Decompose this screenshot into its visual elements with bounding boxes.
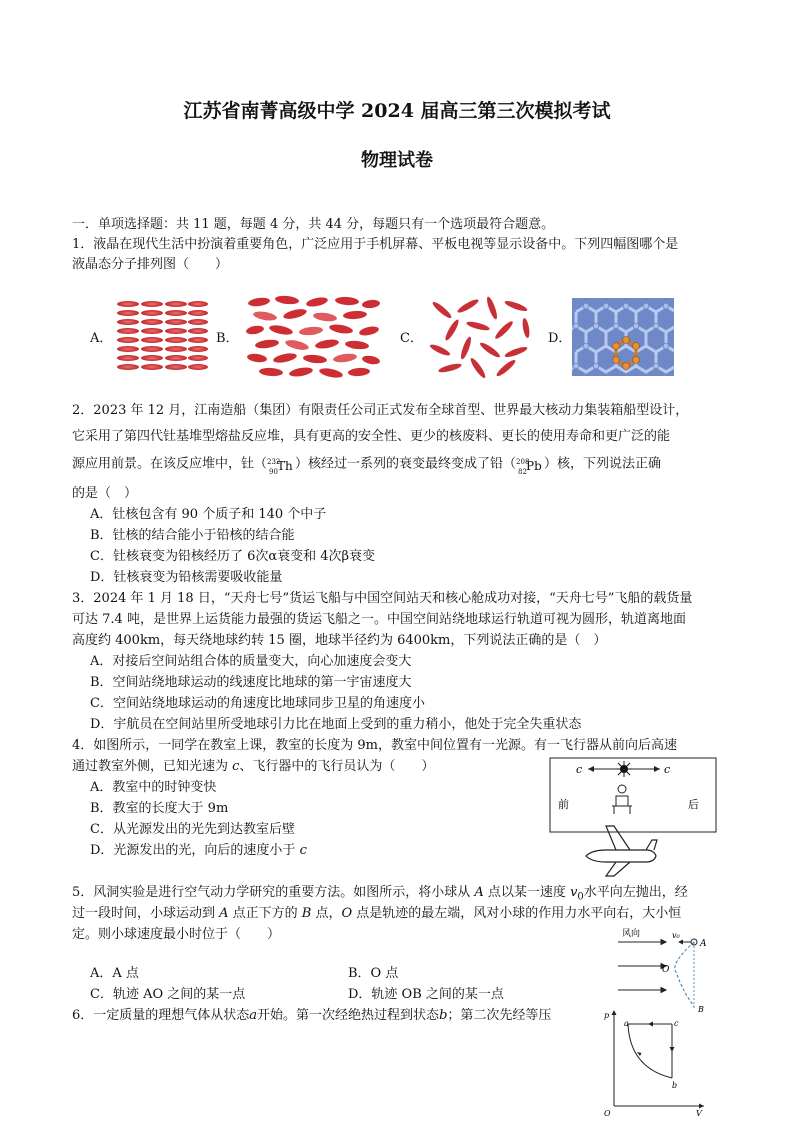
q1-label-b: B． [216, 331, 239, 346]
q4-fig-front: 前 [558, 798, 569, 811]
q6-state-b: b [439, 1008, 448, 1023]
q1-label-c: C． [400, 331, 423, 346]
q5-line1-text-b: 点以某一速度 [483, 885, 571, 900]
q4-line2-text-b: 、飞行器中的飞行员认为（ ） [239, 759, 435, 774]
q4-option-d-c: c [299, 843, 307, 858]
q5-line2-text-a: 过一段时间，小球运动到 [72, 906, 220, 921]
q6-state-a: a [249, 1008, 258, 1023]
q5-fig-v0: v₀ [672, 931, 680, 940]
q6-fig-b: b [672, 1081, 678, 1090]
q1-image-a [114, 298, 210, 378]
section-intro: 一．单项选择题：共 11 题，每题 4 分，共 44 分，每题只有一个选项最符合题意。 [72, 217, 555, 232]
q2-line2: 它采用了第四代钍基堆型熔盐反应堆，具有更高的安全性、更少的核废料、更长的使用寿命和更广泛的能 [72, 429, 671, 444]
q2-line3-text-b: ）核经过一系列的衰变最终变成了铅（ [295, 456, 517, 472]
q6-fig-a: a [624, 1019, 629, 1028]
q5-option-b[interactable]: B．O 点 [348, 966, 399, 981]
exam-subtitle: 物理试卷 [361, 150, 433, 171]
q5-point-b: B [301, 906, 312, 921]
q5-line2-text-b: 点正下方的 [228, 906, 302, 921]
q5-point-o: O [341, 906, 353, 921]
q5-fig-wind: 风向 [622, 929, 641, 939]
q6-pv-figure [600, 1008, 710, 1120]
q4-fig-c-right: c [664, 763, 671, 776]
q2-line4: 的是（ ） [72, 486, 138, 501]
q5-fig-b: B [698, 1005, 704, 1014]
q2-option-b[interactable]: B．钍核的结合能小于铅核的结合能 [90, 528, 295, 543]
q5-v0: v [570, 885, 578, 900]
q5-line2-text-d: 点是轨迹的最左端，风对小球的作用力水平向右，大小恒 [352, 906, 682, 921]
exam-title: 江苏省南菁高级中学 2024 届高三第三次模拟考试 [183, 100, 611, 122]
q1-label-d: D． [548, 331, 572, 346]
q3-line2: 可达 7.4 吨，是世界上运货能力最强的货运飞船之一。中国空间站绕地球运行轨道可视为圆形，轨道离地面 [72, 612, 686, 627]
q6-fig-c: c [674, 1019, 679, 1028]
q5-option-a[interactable]: A．A 点 [90, 966, 139, 981]
q5-option-c[interactable]: C．轨迹 AO 之间的某一点 [90, 987, 246, 1002]
q5-figure [614, 924, 714, 1014]
q3-option-d[interactable]: D．宇航员在空间站里所受地球引力比在地面上受到的重力稍小，他处于完全失重状态 [90, 717, 582, 732]
q1-line1: 1．液晶在现代生活中扮演着重要角色，广泛应用于手机屏幕、平板电视等显示设备中。下列四幅图哪个是 [72, 237, 679, 252]
q3-option-c[interactable]: C．空间站绕地球运动的角速度比地球同步卫星的角速度小 [90, 696, 425, 711]
light-source-icon [616, 761, 632, 777]
q6-line1-text-a: 6．一定质量的理想气体从状态 [72, 1008, 250, 1023]
lead-nuclide: 208 82 Pb [516, 458, 542, 476]
q2-option-c[interactable]: C．钍核衰变为铅核经历了 6次α衰变和 4次β衰变 [90, 549, 376, 564]
q4-figure [546, 756, 720, 878]
q3-line3: 高度约 400km，每天绕地球约转 15 圈，地球半径约为 6400km，下列说法正确的是（ ） [72, 633, 607, 648]
q3-option-a[interactable]: A．对接后空间站组合体的质量变大，向心加速度会变大 [90, 654, 412, 669]
q5-line1-text-a: 5．风洞实验是进行空气动力学研究的重要方法。如图所示，将小球从 [72, 885, 475, 900]
q2-option-d[interactable]: D．钍核衰变为铅核需要吸收能量 [90, 570, 283, 585]
q1-line2: 液晶态分子排列图（ ） [72, 257, 229, 272]
q6-fig-o: O [604, 1109, 611, 1118]
q1-image-b [245, 294, 381, 380]
q6-fig-v: V [696, 1109, 702, 1118]
q4-c-symbol: c [232, 759, 240, 774]
q3-line1: 3．2024 年 1 月 18 日，“天舟七号”货运飞船与中国空间站天和核心舱成功对接，“天舟七号”飞船的载货量 [72, 591, 693, 606]
q1-image-c [428, 296, 536, 378]
thorium-nuclide: 232 90 Th [267, 458, 293, 476]
airplane-icon [586, 826, 657, 876]
q4-fig-c-left: c [576, 763, 583, 776]
q2-line3-text-c: ）核，下列说法正确 [544, 456, 662, 472]
q5-line1-text-c: 水平向左抛出，经 [583, 885, 688, 900]
student-icon [612, 785, 632, 814]
q6-line1 [72, 1007, 551, 1025]
q4-option-c[interactable]: C．从光源发出的光先到达教室后壁 [90, 822, 295, 837]
q6-fig-p: p [604, 1011, 610, 1020]
q4-line2-text-a: 通过教室外侧，已知光速为 [72, 759, 233, 774]
q5-v0-sub: 0 [577, 891, 584, 903]
q4-line2 [72, 758, 434, 776]
q5-line1 [72, 884, 688, 907]
q5-line3: 定。则小球速度最小时位于（ ） [72, 927, 281, 942]
q4-option-b[interactable]: B．教室的长度大于 9m [90, 801, 229, 816]
q5-point-a: A [474, 885, 484, 900]
q2-line3-text-a: 源应用前景。在该反应堆中，钍（ [72, 456, 268, 472]
q5-line2 [72, 905, 681, 923]
q5-fig-a: A [700, 939, 707, 949]
q6-line1-text-b: 开始。第一次经绝热过程到状态 [257, 1008, 440, 1023]
q5-fig-o: O [662, 965, 670, 975]
q5-line2-text-c: 点， [311, 906, 342, 921]
q4-option-a[interactable]: A．教室中的时钟变快 [90, 780, 217, 795]
q2-line1: 2．2023 年 12 月，江南造船（集团）有限责任公司正式发布全球首型、世界最大核动力集装箱船型设计， [72, 403, 689, 418]
q4-option-d-text: D．光源发出的光，向后的速度小于 [90, 843, 300, 858]
q2-option-a[interactable]: A．钍核包含有 90 个质子和 140 个中子 [90, 507, 327, 522]
q5-point-a-2: A [219, 906, 229, 921]
q3-option-b[interactable]: B．空间站绕地球运动的线速度比地球的第一宇宙速度大 [90, 675, 412, 690]
q5-option-d[interactable]: D．轨迹 OB 之间的某一点 [348, 987, 504, 1002]
q4-option-d[interactable] [90, 842, 307, 860]
q1-label-a: A． [90, 331, 113, 346]
q6-line1-text-c: ；第二次先经等压 [447, 1008, 552, 1023]
q4-line1: 4．如图所示，一同学在教室上课，教室的长度为 9m，教室中间位置有一光源。有一飞行器从前向后高速 [72, 738, 678, 753]
q4-fig-back: 后 [688, 798, 699, 811]
q2-line3 [72, 455, 661, 474]
q1-image-d [572, 298, 674, 376]
